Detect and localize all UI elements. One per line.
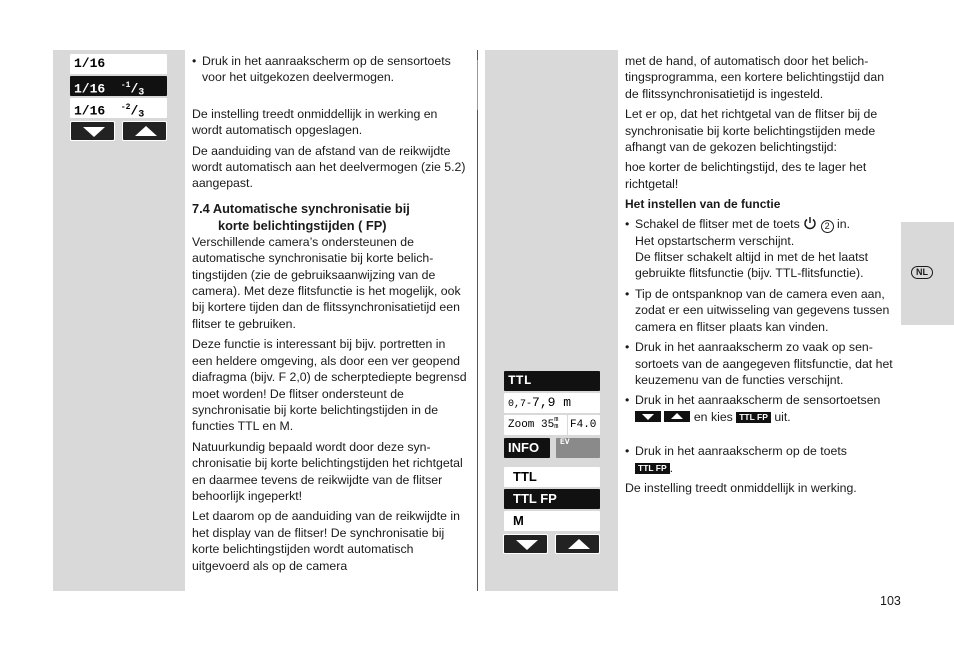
arrow-down-icon [635,411,661,422]
bullet-text: Druk in het aanraakscherm de sensortoetsen [635,393,881,408]
menu-item-ttl[interactable] [504,467,600,487]
bullet-text: en kies [693,409,733,424]
aperture-value: F4.0 [570,419,597,431]
bullet-text: Druk in het aanraakscherm op de toets [635,444,847,459]
zoom-unit-bottom: m [554,423,559,432]
power-option-label: 1/16 [74,103,106,119]
scroll-down-button[interactable] [503,534,548,554]
power-fraction-denominator: 3 [138,109,145,121]
power-option-minus-one-third[interactable]: 1/16 $^{-1}$/3 [70,76,167,96]
arrow-up-icon [664,411,690,422]
range-readout [504,393,600,413]
bullet-text: in. [837,216,850,231]
paragraph: met de hand, of automatisch door het belichtingsprogramma, een kortere belichtingstijd dan de flitssynchronisatietijd is ingesteld. [625,54,885,101]
paragraph: Deze functie is interessant bij bijv. portretten in een heldere omgeving, als door een ver geopend diafragma (bijv. F 2,0) de scherptediepte begrensd moet worden! De flitser ondersteunt de synchronisatie bij korte belichtingstijden in de functies TTL en M. [192,337,467,434]
section-heading-line1: 7.4 Automatische synchronisatie bij [192,200,410,216]
paragraph: De aanduiding van de afstand van de reikwijdte wordt automatisch aan het deelvermogen (zie 5.2) aangepast. [192,143,466,191]
menu-item-label: TTL [513,469,537,484]
range-min: 0,7- [508,399,533,410]
callout-number: 2 [821,220,834,233]
menu-item-label: M [513,513,524,528]
section-heading-line2: korte belichtingstijden ( FP) [218,217,387,233]
zoom-readout [504,415,567,435]
language-badge: NL [911,266,933,279]
power-fraction-numerator: -2 [120,103,131,112]
column-divider [477,50,478,591]
instruction-bullet: • Druk in het aanraakscherm op de sensortoets voor het uitgekozen deelvermogen. [192,53,468,86]
bullet-text: . [669,460,674,475]
instruction-bullet [625,392,900,425]
ttl-fp-key-icon: TTL FP [635,463,670,474]
paragraph: De instelling treedt onmiddellijk in werking. [625,480,857,495]
power-option-label: 1/16 [74,81,106,97]
section-heading [192,200,468,234]
bullet-text: Schakel de flitser met de toets [635,216,800,231]
paragraph: Let er op, dat het richtgetal van de flitser bij de synchronisatie bij korte belichtingstijden mede afhangt van de gekozen belichtingstijd: [625,107,878,155]
paragraph: Natuurkundig bepaald wordt door deze synchronisatie bij korte belichtingstijden het richtgetal en daarmee tevens de reikwijdte van de flitser behoorlijk ingeperkt! [192,439,463,503]
text-column-right [625,53,900,500]
arrow-down-icon [83,127,105,137]
bullet-continuation: De flitser schakelt altijd in met de het laatst gebruikte flitsfunctie (bijv. TTL-flitsfunctie). [635,250,869,281]
power-option-full[interactable] [70,54,167,74]
ev-button[interactable] [556,438,600,458]
zoom-label: Zoom [508,419,535,431]
mode-indicator[interactable] [504,371,600,391]
info-label: INFO [508,440,540,455]
mode-label: TTL [508,373,532,388]
text-column-left [192,53,468,574]
power-fraction-numerator: -1 [120,81,131,90]
instruction-bullet: • Tip de ontspanknop van de camera even aan, zodat er een uitwisseling van gegevens tussen camera en flitser plaats kan vinden. [625,286,900,335]
instruction-bullet: • Druk in het aanraakscherm zo vaak op sensortoets van de aangegeven flitsfunctie, dat het keuzemenu van de functies verschijnt. [625,339,900,388]
power-icon [803,216,817,230]
instruction-bullet [625,443,900,476]
aperture-readout [568,415,600,435]
page-number: 103 [880,594,901,608]
column-divider-secondary [477,60,478,110]
bullet-continuation: Het opstartscherm verschijnt. [635,233,795,248]
subsection-heading: Het instellen van de functie [625,197,781,212]
range-max: 7,9 m [532,395,572,410]
power-option-minus-two-thirds[interactable]: 1/16 $^{-2}$/3 [70,98,167,118]
right-sidebar-panel [485,50,618,591]
menu-item-ttl-fp[interactable] [504,489,600,509]
info-button[interactable] [504,438,550,458]
paragraph: Verschillende camera’s ondersteunen de automatische synchronisatie bij korte belichtingstijden (zie de gebruiksaanwijzing van de camera). Met deze flitsfunctie is het mogelijk, ook bij kortere tijden dan de flitssynchronisatietijd een flitser te gebruiken. [192,234,461,331]
power-fraction-denominator: 3 [138,87,145,99]
instruction-bullet [625,216,900,233]
power-option-label: 1/16 [74,56,106,71]
paragraph: De instelling treedt onmiddellijk in werking en wordt automatisch opgeslagen. [192,106,438,138]
bullet-text: uit. [774,409,791,424]
arrow-up-icon [568,539,590,549]
paragraph: hoe korter de belichtingstijd, des te lager het richtgetal! [625,160,867,191]
paragraph: Let daarom op de aanduiding van de reikwijdte in het display van de flitser! De synchronisatie bij korte belichtingstijden wordt automatisch uitgevoerd als op de camera [192,509,460,573]
arrow-down-icon [516,540,538,550]
arrow-up-icon [135,126,157,136]
scroll-up-button[interactable] [122,121,167,141]
zoom-value: 35 [541,419,555,431]
zoom-unit-top: m [554,416,559,425]
scroll-down-button[interactable] [70,121,115,141]
menu-item-m[interactable] [504,511,600,531]
ttl-fp-key-icon: TTL FP [736,412,771,423]
scroll-up-button[interactable] [555,534,600,554]
menu-item-label: TTL FP [513,491,557,506]
ev-label: EV [560,438,570,447]
